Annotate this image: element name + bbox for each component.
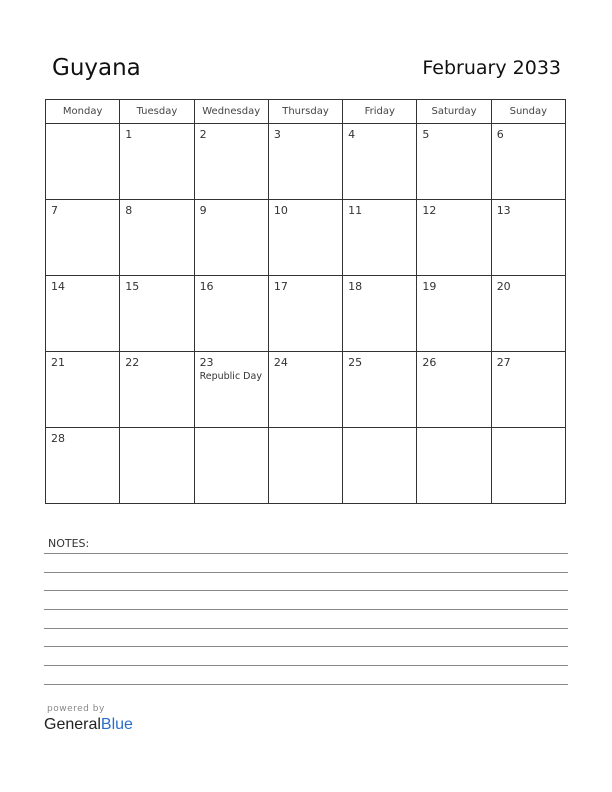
day-cell [343, 124, 417, 200]
week-row [46, 200, 566, 276]
note-line [44, 628, 568, 629]
day-cell [268, 276, 342, 352]
day-number: 15 [125, 280, 140, 293]
day-number: 26 [422, 356, 437, 369]
weekday-saturday: Saturday [417, 100, 491, 124]
day-number: 11 [348, 204, 363, 217]
week-row [46, 124, 566, 200]
day-number: 12 [422, 204, 437, 217]
day-cell [46, 428, 120, 504]
day-cell [343, 428, 417, 504]
calendar-grid [45, 99, 566, 504]
day-cell [194, 124, 268, 200]
weekday-friday: Friday [343, 100, 417, 124]
day-number: 4 [348, 128, 356, 141]
day-cell [343, 276, 417, 352]
note-line [44, 665, 568, 666]
note-line [44, 646, 568, 647]
day-number: 8 [125, 204, 133, 217]
note-line [44, 572, 568, 573]
day-cell [120, 352, 194, 428]
day-number: 28 [51, 432, 65, 445]
day-number: 9 [199, 204, 207, 217]
notes-label: NOTES: [48, 537, 90, 550]
week-row [46, 428, 566, 504]
day-cell [120, 428, 194, 504]
day-cell [491, 276, 565, 352]
day-number: 27 [496, 356, 511, 369]
day-number: 1 [125, 128, 133, 141]
week-row [46, 276, 566, 352]
weekday-monday: Monday [46, 100, 120, 124]
day-number: 21 [51, 356, 65, 369]
day-number: 23 [199, 356, 214, 369]
day-cell [268, 428, 342, 504]
day-cell [120, 276, 194, 352]
day-number: 25 [348, 356, 363, 369]
day-number: 10 [273, 204, 288, 217]
day-cell [194, 428, 268, 504]
weekday-wednesday: Wednesday [194, 100, 268, 124]
day-cell [343, 352, 417, 428]
day-number: 16 [199, 280, 214, 293]
day-number: 5 [422, 128, 430, 141]
day-cell [491, 352, 565, 428]
day-cell [120, 124, 194, 200]
day-cell [417, 428, 491, 504]
weekday-sunday: Sunday [491, 100, 565, 124]
day-cell [46, 124, 120, 200]
day-number: 22 [125, 356, 140, 369]
powered-by-label: powered by [47, 704, 105, 714]
day-cell [491, 428, 565, 504]
day-cell [268, 352, 342, 428]
note-line [44, 590, 568, 591]
day-number: 3 [273, 128, 281, 141]
day-cell [417, 124, 491, 200]
brand-blue: Blue [100, 716, 133, 733]
weekday-header-row [46, 100, 566, 124]
day-cell [194, 352, 268, 428]
month-year-title: February 2033 [422, 57, 561, 79]
day-number: 18 [348, 280, 363, 293]
generalblue-logo [44, 716, 133, 734]
day-cell [268, 124, 342, 200]
day-cell [417, 200, 491, 276]
day-cell [194, 276, 268, 352]
day-number: 6 [496, 128, 504, 141]
note-line [44, 684, 568, 685]
day-cell [417, 276, 491, 352]
day-cell [343, 200, 417, 276]
day-number: 2 [199, 128, 207, 141]
day-number: 19 [422, 280, 437, 293]
day-cell [491, 124, 565, 200]
day-number: 24 [273, 356, 288, 369]
day-number: 20 [496, 280, 511, 293]
day-cell [46, 200, 120, 276]
day-cell [194, 200, 268, 276]
day-cell [46, 352, 120, 428]
note-line [44, 609, 568, 610]
weekday-thursday: Thursday [268, 100, 342, 124]
day-cell [268, 200, 342, 276]
day-cell [491, 200, 565, 276]
day-number: 14 [51, 280, 65, 293]
day-number: 7 [51, 204, 58, 217]
note-line [44, 553, 568, 554]
day-number: 17 [273, 280, 288, 293]
country-title: Guyana [52, 55, 141, 81]
weekday-tuesday: Tuesday [120, 100, 194, 124]
week-row [46, 352, 566, 428]
day-cell [46, 276, 120, 352]
holiday-label: Republic Day [199, 371, 262, 382]
day-number: 13 [496, 204, 511, 217]
brand-general: General [44, 716, 101, 733]
day-cell [417, 352, 491, 428]
day-cell [120, 200, 194, 276]
